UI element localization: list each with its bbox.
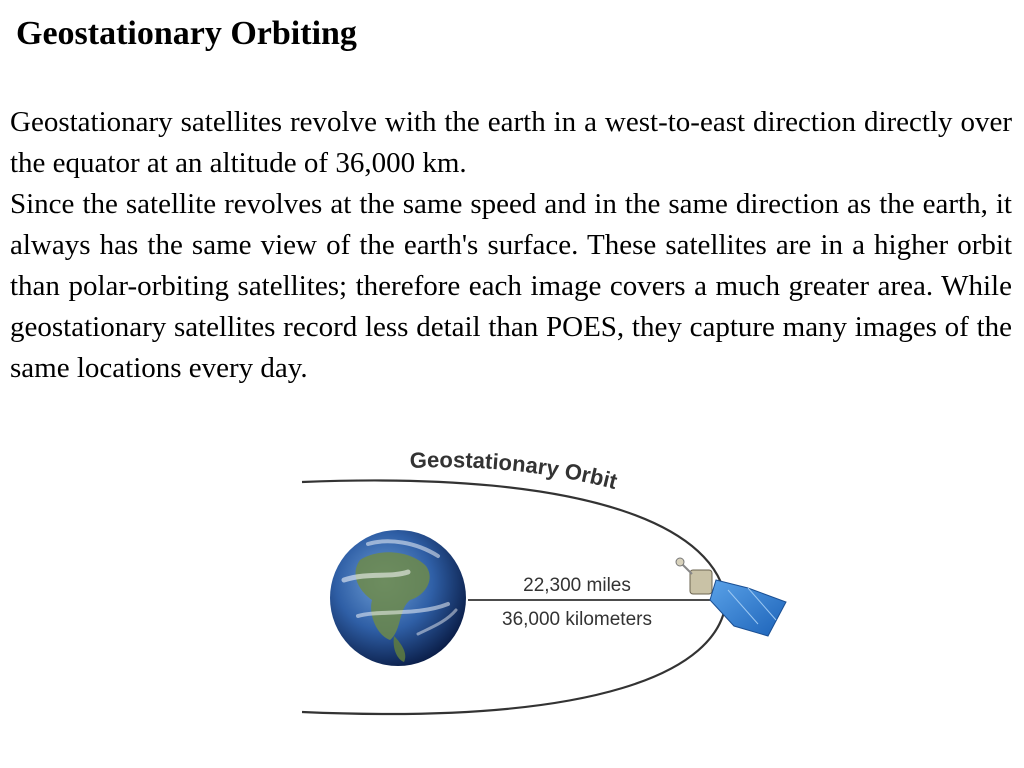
earth-globe [330,530,466,666]
orbit-label: Geostationary Orbit [409,447,620,495]
slide-body [10,102,1012,389]
geostationary-orbit-diagram [298,440,808,725]
body-paragraph-2: Since the satellite revolves at the same speed and in the same direction as the earth, it always has the same view of the earth's surface. These satellites are in a higher orbit than polar-orbiting satellites; therefore each image covers a much greater area. While geostationary satellites record less detail than POES, they capture many images of the same locations every day. [10,188,1012,384]
distance-km-label: 36,000 kilometers [502,609,652,630]
distance-miles-label: 22,300 miles [523,575,631,596]
body-paragraph-1: Geostationary satellites revolve with the earth in a west-to-east direction directly over the equator at an altitude of 36,000 km. [10,106,1012,179]
satellite-icon [676,558,786,636]
slide-title: Geostationary Orbiting [16,15,357,52]
